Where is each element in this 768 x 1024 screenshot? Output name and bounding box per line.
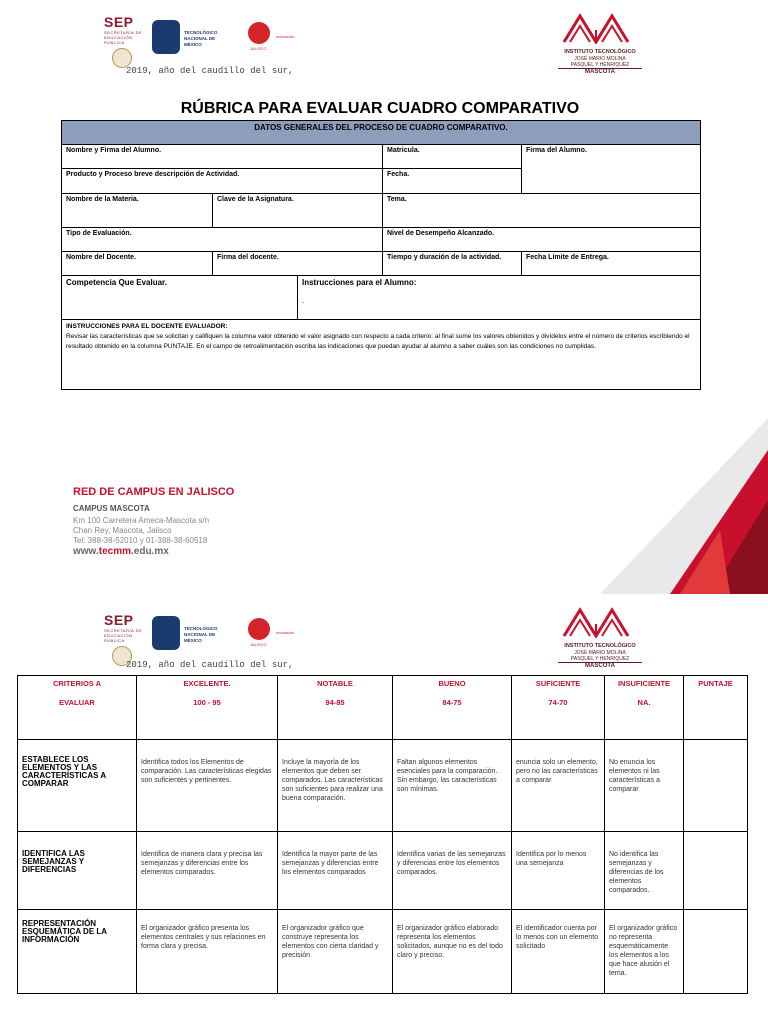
tecnm-gear-icon <box>152 20 180 54</box>
excelente-cell: Identifica de manera clara y precisa las semejanzas y diferencias entre los elementos comparados. <box>137 832 278 910</box>
sep-label: SEP <box>104 14 134 30</box>
motto-text-2: 2019, año del caudillo del sur, <box>126 660 294 670</box>
field-fecha-limite[interactable]: Fecha Límite de Entrega. <box>522 252 701 276</box>
jalisco-sub-2: educación <box>276 630 295 635</box>
itm-sub2: PASQUEL Y HENRIQUEZ <box>570 62 630 68</box>
jalisco-label-2: JALISCO <box>250 642 267 647</box>
rubric-head-bueno: BUENO 84-75 <box>393 676 512 740</box>
instrucciones-docente <box>62 320 701 390</box>
rubric-head-insuficiente: INSUFICIENTE NA. <box>605 676 684 740</box>
jalisco-logo-icon-2 <box>248 618 270 640</box>
field-docente[interactable]: Nombre del Docente. <box>62 252 213 276</box>
field-tema[interactable]: Tema. <box>383 194 701 228</box>
field-nivel[interactable]: Nivel de Desempeño Alcanzado. <box>383 228 701 252</box>
rubric-head-notable: NOTABLE 94-85 <box>278 676 393 740</box>
itm-logo-2 <box>558 604 642 669</box>
itm-sub1-2: JOSÉ MARIO MOLINA <box>574 650 626 656</box>
sep-logo-2: SEP SECRETARÍA DE EDUCACIÓN PÚBLICA <box>104 612 144 666</box>
field-competencia[interactable]: Competencia Que Evaluar. <box>62 276 298 320</box>
instrucciones-alumno-label: Instrucciones para el Alumno: <box>301 278 417 287</box>
tecnm-gear-icon-2 <box>152 616 180 650</box>
notable-cell: Incluye la mayoría de los elementos que deben ser comparados. Las características son suficientes para realizar una buena comparación. <box>278 740 393 832</box>
instr-docente-title: INSTRUCCIONES PARA EL DOCENTE EVALUADOR: <box>66 323 228 330</box>
field-firma-alumno[interactable]: Firma del Alumno. <box>522 145 701 194</box>
table-row <box>18 910 748 994</box>
motto-text: 2019, año del caudillo del sur, <box>126 66 294 76</box>
campus-address-1: Km 100 Carretera Ameca-Mascota s/n <box>73 516 210 525</box>
table-row <box>18 740 748 832</box>
tecnm-label: TECNOLÓGICO NACIONAL DE MÉXICO <box>184 30 218 47</box>
general-data-table <box>61 120 701 390</box>
jalisco-label: JALISCO <box>250 46 267 51</box>
bueno-cell: Identifica varias de las semejanzas y diferencias entre los elementos comparados. <box>393 832 512 910</box>
field-instrucciones-alumno[interactable] <box>297 276 700 320</box>
excelente-cell: El organizador gráfico presenta los elementos centrales y sus relaciones en forma clara y precisa. <box>137 910 278 994</box>
rubric-head-puntaje: PUNTAJE <box>684 676 748 740</box>
field-fecha[interactable]: Fecha. <box>383 169 522 194</box>
campus-title: RED DE CAMPUS EN JALISCO <box>73 486 235 498</box>
page-title: RÚBRICA PARA EVALUAR CUADRO COMPARATIVO <box>180 100 580 117</box>
insuficiente-cell: No enuncia los elementos ni las características a comparar <box>605 740 684 832</box>
rubric-head-criterios: CRITERIOS A EVALUAR <box>18 676 137 740</box>
sep-sub: SECRETARÍA DE EDUCACIÓN PÚBLICA <box>104 30 143 45</box>
puntaje-cell[interactable] <box>684 740 748 832</box>
suficiente-cell: enuncia solo un elemento, pero no las características a comparar <box>512 740 605 832</box>
suficiente-cell: Identifica por lo menos una semejanza <box>512 832 605 910</box>
itm-sub2-2: PASQUEL Y HENRIQUEZ <box>570 656 630 662</box>
campus-phone: Tel: 388-38-52010 y 01-388-38-60518 <box>73 536 208 545</box>
field-nombre-alumno[interactable]: Nombre y Firma del Alumno. <box>62 145 383 169</box>
rubric-head-suficiente: SUFICIENTE 74-70 <box>512 676 605 740</box>
instrucciones-alumno-dot: . <box>301 296 305 305</box>
field-producto[interactable]: Producto y Proceso breve descripción de Actividad. <box>62 169 383 194</box>
excelente-cell: Identifica todos los Elementos de comparación. Las características elegidas son suficientes y pertinentes. <box>137 740 278 832</box>
campus-address-2: Chan Rey, Mascota, Jalisco <box>73 526 172 535</box>
itm-logo <box>558 10 642 75</box>
field-materia[interactable]: Nombre de la Materia. <box>62 194 213 228</box>
itm-name-2: INSTITUTO TECNOLÓGICO <box>564 643 636 649</box>
itm-roof-icon-2 <box>558 604 642 638</box>
itm-campus: MASCOTA <box>558 68 642 75</box>
sep-logo <box>104 14 144 68</box>
puntaje-cell[interactable] <box>684 832 748 910</box>
campus-subtitle: CAMPUS MASCOTA <box>73 504 150 513</box>
insuficiente-cell: El organizador gráfico no representa esquemáticamente los elementos a los que hace alusión el tema. <box>605 910 684 994</box>
seal-icon <box>112 48 132 68</box>
criterio-cell: IDENTIFICA LAS SEMEJANZAS Y DIFERENCIAS <box>18 832 137 910</box>
insuficiente-cell: No identifica las semejanzas y diferencias de los elementos comparados. <box>605 832 684 910</box>
field-firma-docente[interactable]: Firma del docente. <box>213 252 383 276</box>
notable-cell: El organizador gráfico que construye representa los elementos con cierta claridad y precisión <box>278 910 393 994</box>
campus-website[interactable]: www.tecmm.edu.mx <box>73 546 169 557</box>
criterio-cell: REPRESENTACIÓN ESQUEMÁTICA DE LA INFORMACIÓN <box>18 910 137 994</box>
itm-roof-icon <box>558 10 642 44</box>
itm-sub1: JOSÉ MARIO MOLINA <box>574 56 626 62</box>
jalisco-sub: educación <box>276 34 295 39</box>
field-clave[interactable]: Clave de la Asignatura. <box>213 194 383 228</box>
jalisco-logo-icon <box>248 22 270 44</box>
rubric-head-excelente: EXCELENTE. 100 - 95 <box>137 676 278 740</box>
notable-cell: Identifica la mayor parte de las semejanzas y diferencias entre los elementos comparados <box>278 832 393 910</box>
field-matricula[interactable]: Matricula. <box>383 145 522 169</box>
field-tipo-evaluacion[interactable]: Tipo de Evaluación. <box>62 228 383 252</box>
field-tiempo[interactable]: Tiempo y duración de la actividad. <box>383 252 522 276</box>
itm-name: INSTITUTO TECNOLÓGICO <box>564 49 636 55</box>
decorative-shapes-icon <box>560 410 768 594</box>
itm-campus-2: MASCOTA <box>558 662 642 669</box>
criterio-cell: ESTABLECE LOS ELEMENTOS Y LAS CARACTERÍSTICAS A COMPARAR <box>18 740 137 832</box>
instr-docente-text: Revisar las características que se solicitan y califiquen la columna valor obtenido el valor asignado con respecto a cada criterio: al final sume los valores obtenidos y divídelos entre el número de criterios escribiendo el resultado obtenido en la columna PUNTAJE. En el campo de retroalimentación escriba las indicaciones que puedan ayudar al alumno a saber cuáles son las condiciones no cumplidas. <box>66 333 690 350</box>
suficiente-cell: El identificador cuenta por lo menos con un elemento solicitado <box>512 910 605 994</box>
tecnm-label-2: TECNOLÓGICO NACIONAL DE MÉXICO <box>184 626 218 643</box>
bueno-cell: El organizador gráfico elaborado representa los elementos solicitados, aunque no es del todo claro y preciso. <box>393 910 512 994</box>
campus-info <box>73 486 234 557</box>
rubric-table <box>17 675 748 994</box>
bueno-cell: Faltan algunos elementos esenciales para la comparación. Sin embargo, las características son mínimas. <box>393 740 512 832</box>
general-header: DATOS GENERALES DEL PROCESO DE CUADRO COMPARATIVO. <box>62 121 701 145</box>
puntaje-cell[interactable] <box>684 910 748 994</box>
table-row <box>18 832 748 910</box>
